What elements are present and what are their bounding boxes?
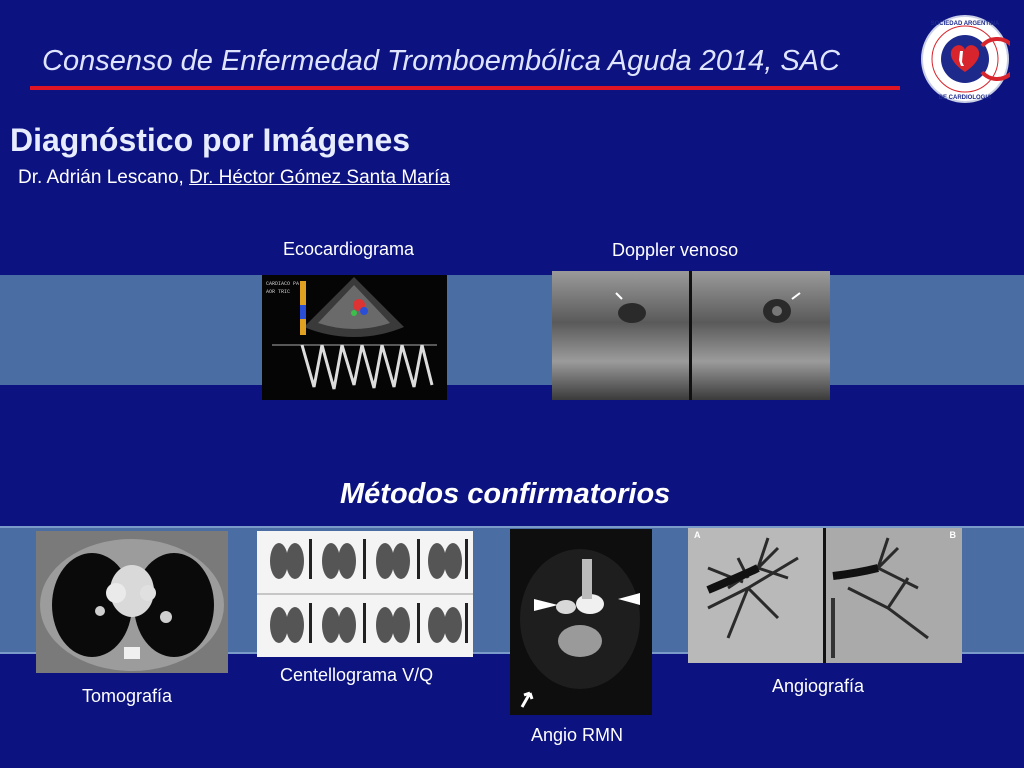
vq-caption: Centellograma V/Q bbox=[280, 665, 434, 685]
vq-scan-image bbox=[257, 531, 473, 657]
svg-text:SOCIEDAD ARGENTINA: SOCIEDAD ARGENTINA bbox=[930, 21, 1000, 27]
echo-caption: Ecocardiograma bbox=[283, 239, 415, 259]
header-divider bbox=[30, 86, 900, 90]
doppler-venous-image bbox=[552, 271, 830, 400]
angio-label-b: B bbox=[949, 530, 956, 540]
angio-label-a: A bbox=[694, 530, 701, 540]
svg-text:AOR TRIC: AOR TRIC bbox=[266, 289, 291, 295]
ct-scan-image bbox=[36, 531, 228, 673]
angio-mri-image bbox=[510, 529, 652, 715]
header-title: Consenso de Enfermedad Tromboembólica Aguda 2014, SAC bbox=[42, 45, 840, 77]
top-image-band bbox=[0, 275, 1024, 385]
svg-text:DE CARDIOLOGIA: DE CARDIOLOGIA bbox=[938, 95, 992, 101]
ct-caption: Tomografía bbox=[82, 686, 173, 706]
angio-caption: Angiografía bbox=[772, 676, 865, 696]
pulmonary-angiography-image bbox=[688, 528, 962, 663]
author-lescano: Dr. Adrián Lescano, bbox=[18, 167, 190, 188]
section-title: Diagnóstico por Imágenes bbox=[10, 122, 411, 158]
echocardiogram-image bbox=[262, 275, 447, 400]
mri-caption: Angio RMN bbox=[531, 725, 624, 745]
sac-logo bbox=[920, 14, 1010, 104]
author-gomez-santa-maria: Dr. Héctor Gómez Santa María bbox=[189, 167, 450, 188]
svg-text:CARDIACO PA: CARDIACO PA bbox=[266, 281, 300, 287]
methods-title: Métodos confirmatorios bbox=[340, 478, 671, 510]
doppler-caption: Doppler venoso bbox=[612, 240, 739, 260]
authors bbox=[18, 167, 450, 189]
